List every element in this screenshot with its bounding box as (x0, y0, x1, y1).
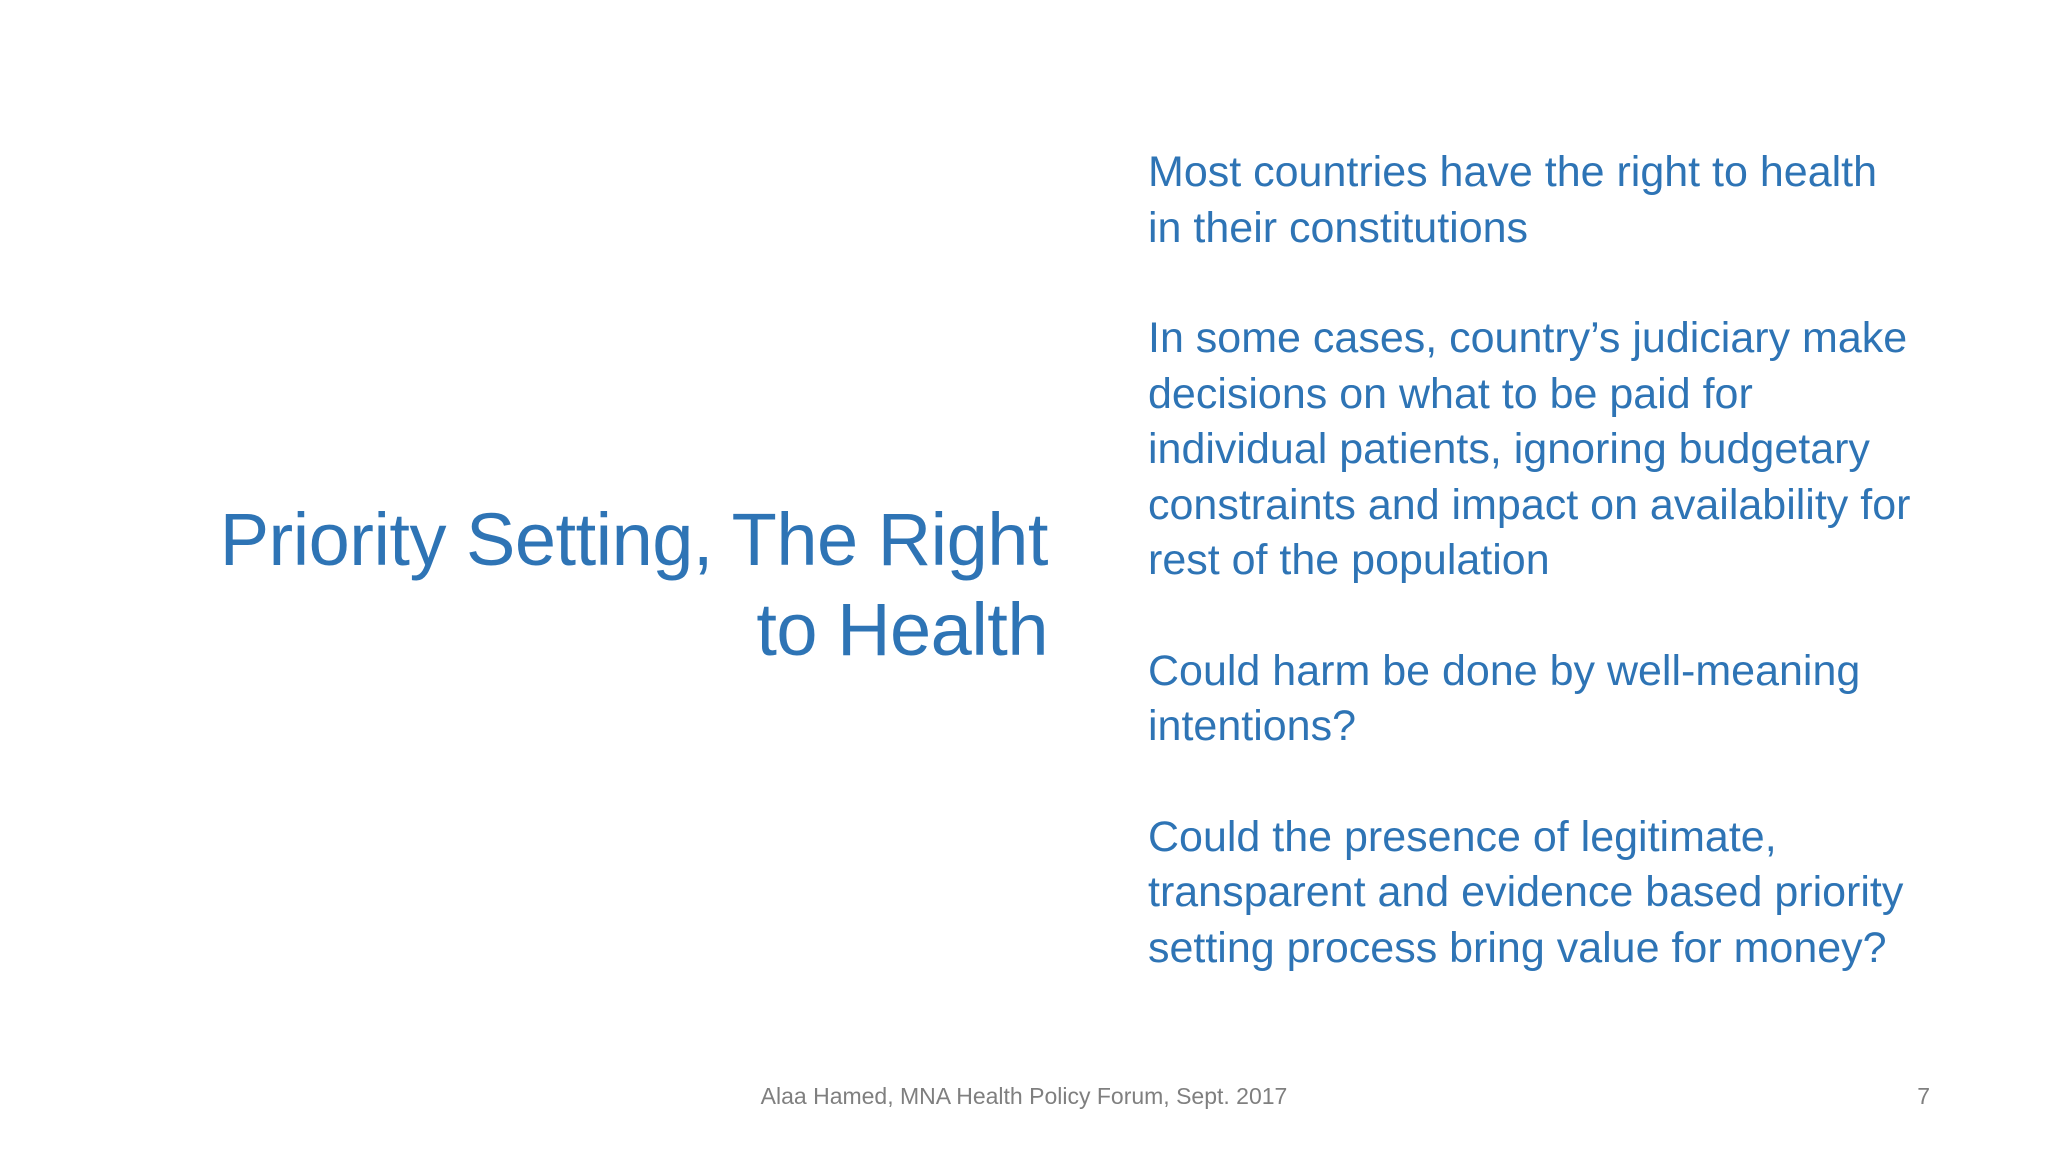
paragraph-line: in their constitutions (1148, 203, 1529, 252)
slide-footer: Alaa Hamed, MNA Health Policy Forum, Sept. 2017 (760, 1083, 1288, 1109)
slide-body (1148, 145, 2008, 1031)
paragraph-line: transparent and evidence based priority (1148, 868, 1904, 916)
paragraph-value-question (1148, 810, 2008, 977)
paragraph-line: Could harm be done by well-meaning (1148, 646, 1861, 695)
paragraph-judiciary (1148, 311, 2008, 589)
paragraph-line: constraints and impact on availability for (1148, 480, 1911, 529)
paragraph-line: Could the presence of legitimate, (1148, 812, 1777, 861)
paragraph-line: rest of the population (1148, 536, 1550, 584)
page-number: 7 (1917, 1083, 1930, 1109)
slide-title-line-2: to Health (756, 588, 1048, 671)
paragraph-line: intentions? (1148, 702, 1356, 750)
paragraph-harm-question (1148, 644, 2008, 755)
paragraph-line: In some cases, country’s judiciary make (1148, 314, 1908, 362)
paragraph-right-to-health (1148, 145, 2008, 256)
paragraph-line: individual patients, ignoring budgetary (1148, 425, 1870, 473)
paragraph-line: decisions on what to be paid for (1148, 369, 1753, 418)
paragraph-line: setting process bring value for money? (1148, 923, 1887, 972)
slide-title (148, 495, 1048, 675)
slide-title-line-1: Priority Setting, The Right (219, 498, 1048, 581)
paragraph-line: Most countries have the right to health (1148, 148, 1878, 196)
